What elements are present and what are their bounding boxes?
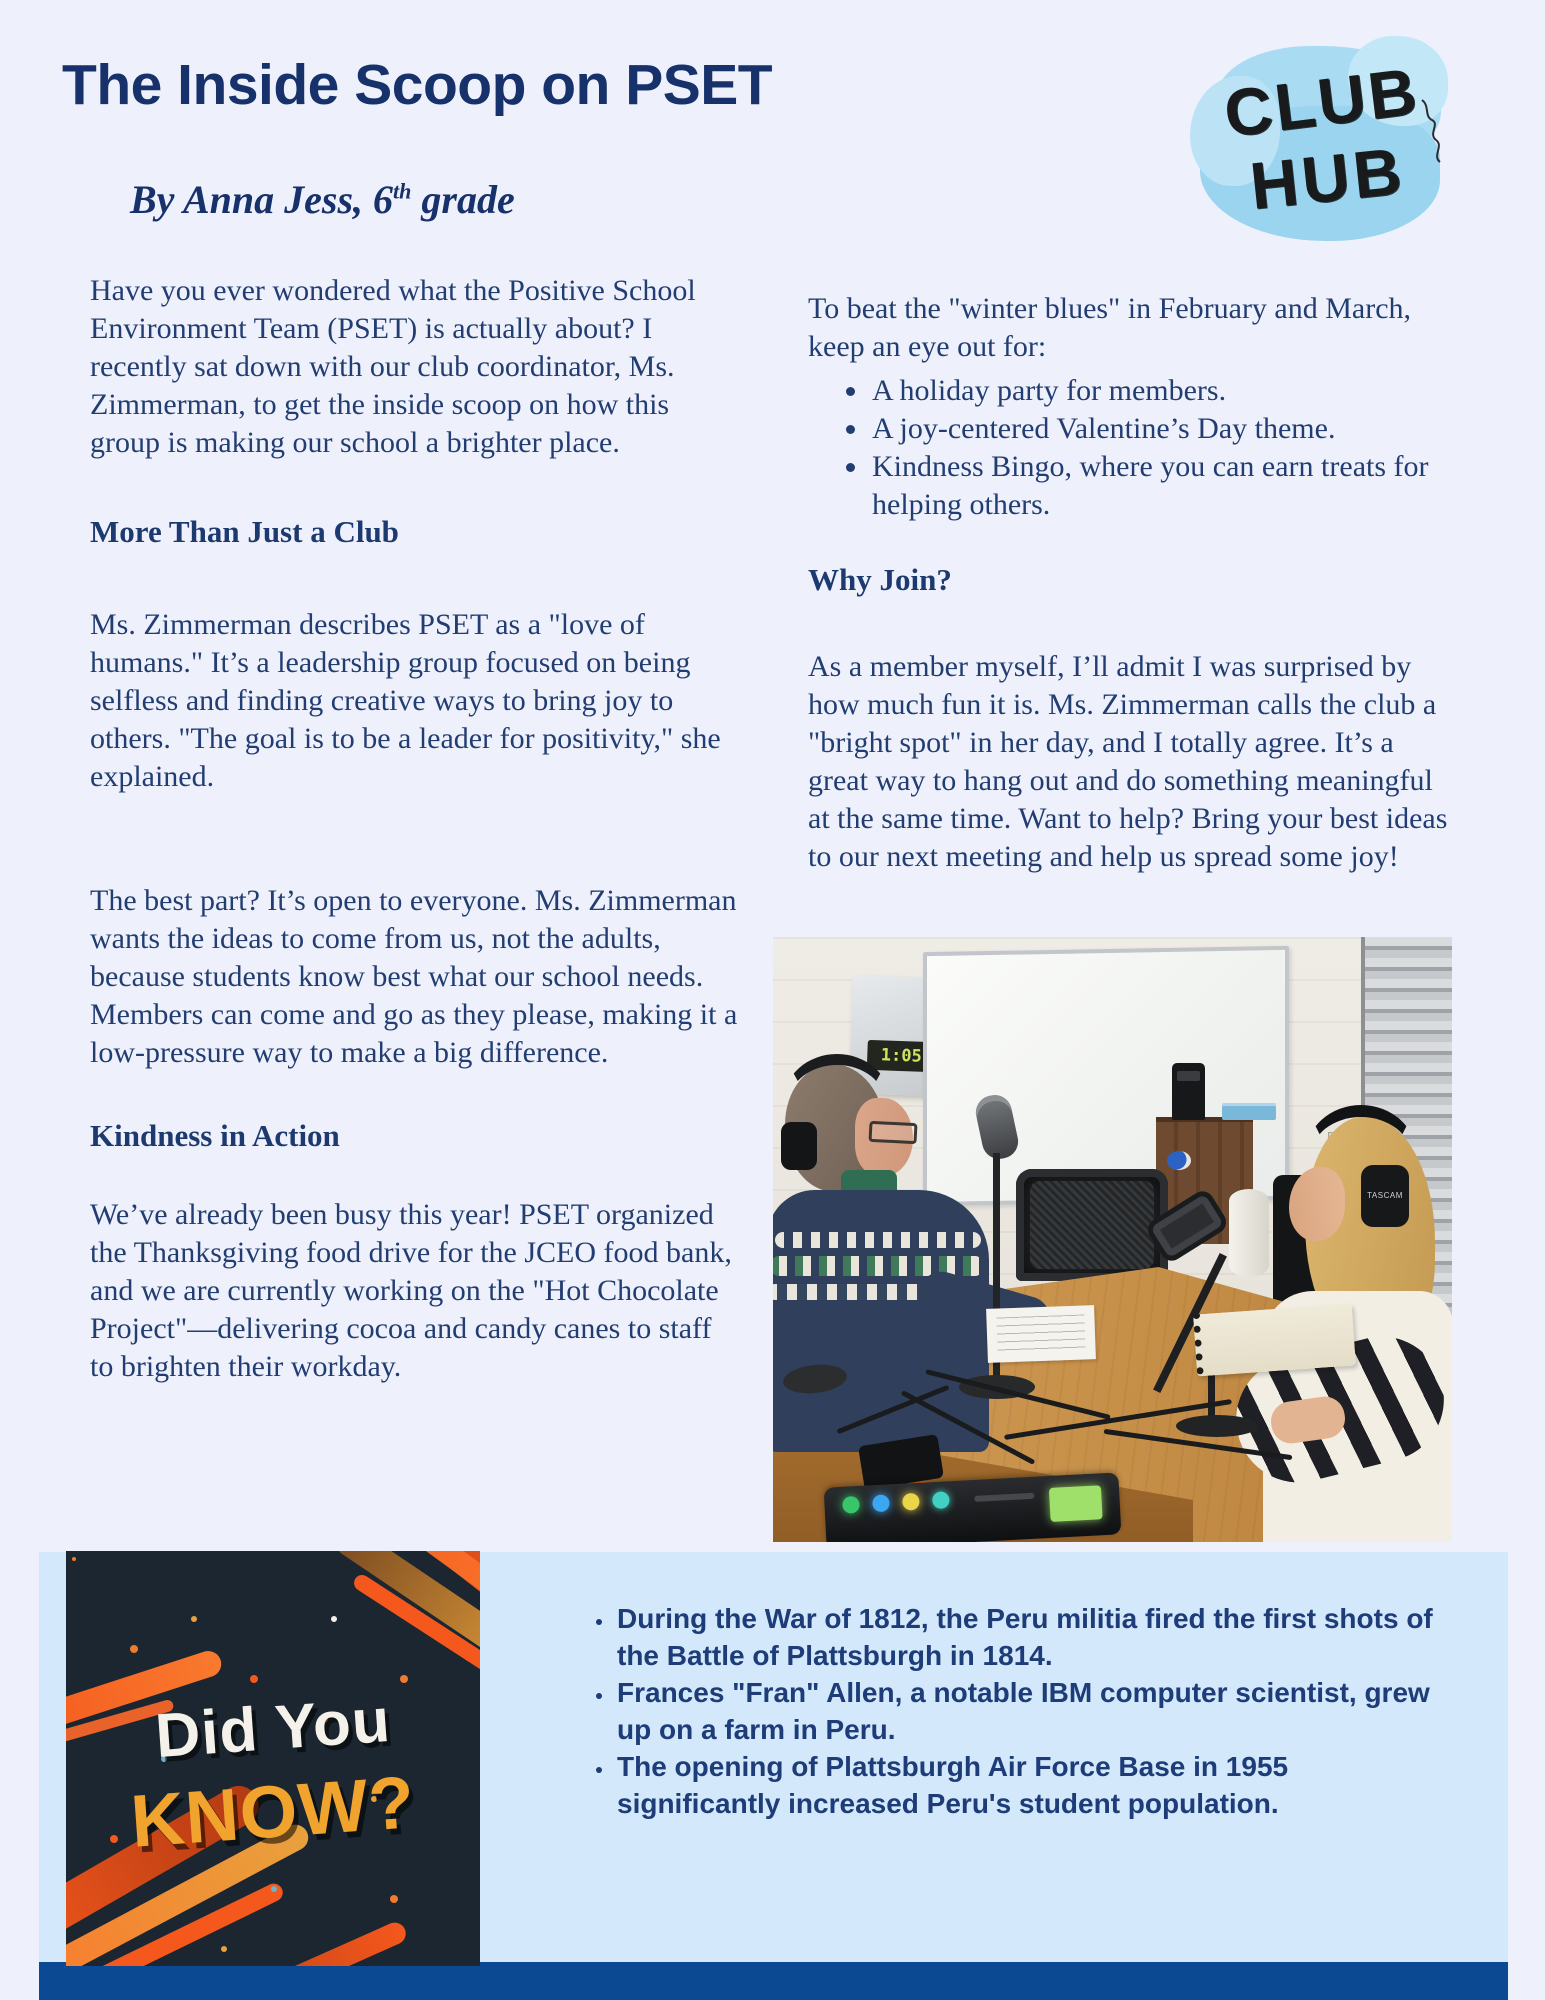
list-item: • Kindness Bingo, where you can earn treats for helping others. — [870, 448, 1460, 524]
speckle-decoration — [72, 1557, 76, 1561]
byline-superscript: th — [393, 178, 412, 204]
mixer-knob — [932, 1491, 950, 1509]
footer-bar — [39, 1962, 1508, 2000]
mascot-sticker — [1167, 1151, 1191, 1170]
microphone-left — [969, 1095, 1089, 1415]
list-item: • A joy-centered Valentine’s Day theme. — [870, 410, 1460, 448]
coffee-maker — [1172, 1063, 1205, 1120]
paper-sheet — [986, 1305, 1096, 1363]
logo-word-club: CLUB — [1220, 53, 1424, 151]
podcast-interview-photo — [773, 937, 1452, 1542]
microphone-base — [1176, 1415, 1258, 1437]
did-you-know-title-line1: Did You — [153, 1685, 393, 1772]
article-left-column — [90, 272, 738, 1386]
glasses — [868, 1121, 917, 1144]
byline — [130, 176, 515, 223]
open-to-everyone-paragraph: The best part? It’s open to everyone. Ms. Zimmerman wants the ideas to come from us, not the adults, because students know best what our school needs. Members can come and go as they please, making it a low-pressure way to make a big difference. — [90, 884, 738, 1069]
microphone-head — [1143, 1187, 1230, 1265]
clock-display: 1:05 — [867, 1040, 936, 1072]
fact-item: • Frances "Fran" Allen, a notable IBM computer scientist, grew up on a farm in Peru. — [615, 1674, 1440, 1748]
logo-word-hub: HUB — [1246, 133, 1409, 223]
mixer-fader — [974, 1493, 1034, 1502]
did-you-know-card — [66, 1551, 480, 1966]
page-title: The Inside Scoop on PSET — [62, 53, 773, 117]
facts-list — [560, 1600, 1440, 1822]
microphone-head — [973, 1092, 1022, 1162]
intro-paragraph: Have you ever wondered what the Positive School Environment Team (PSET) is actually about? I recently sat down with our club coordinator, Ms. Zimmerman, to get the inside scoop on how this group is making our school a brighter place. — [90, 274, 696, 459]
article-right-column — [808, 290, 1460, 876]
headphones-earcup: TASCAM — [1361, 1165, 1409, 1227]
mixer-knob — [842, 1496, 860, 1514]
headphones-earcup — [781, 1122, 817, 1170]
list-item: • A holiday party for members. — [870, 372, 1460, 410]
fact-item: • During the War of 1812, the Peru militia fired the first shots of the Battle of Plattsburgh in 1814. — [615, 1600, 1440, 1674]
mixer-knob — [902, 1493, 920, 1511]
mixer-knob — [872, 1494, 890, 1512]
byline-suffix: grade — [411, 177, 515, 222]
sweater-pattern-band — [775, 1232, 981, 1248]
section-heading-why-join: Why Join? — [808, 562, 952, 597]
winter-events-intro: To beat the "winter blues" in February and March, keep an eye out for: — [808, 292, 1412, 363]
why-join-paragraph: As a member myself, I’ll admit I was surprised by how much fun it is. Ms. Zimmerman calls the club a "bright spot" in her day, and I totally agree. It’s a great way to hang out and do something meaningful at the same time. Want to help? Bring your best ideas to our next meeting and help us spread some joy! — [808, 650, 1448, 873]
fact-item: • The opening of Plattsburgh Air Force Base in 1955 significantly increased Peru's student population. — [615, 1748, 1440, 1822]
busy-year-paragraph: We’ve already been busy this year! PSET organized the Thanksgiving food drive for the JCEO food bank, and we are currently working on the "Hot Chocolate Project"—delivering cocoa and candy canes to staff to brighten their workday. — [90, 1198, 732, 1383]
section-heading-more-than-just-a-club: More Than Just a Club — [90, 514, 399, 549]
logo-signature-icon — [1416, 96, 1450, 166]
mixer-screen — [1049, 1485, 1103, 1522]
did-you-know-facts — [560, 1600, 1440, 1822]
winter-events-list — [808, 372, 1460, 524]
did-you-know-title-line2: KNOW? — [128, 1760, 418, 1863]
section-heading-kindness-in-action: Kindness in Action — [90, 1118, 340, 1153]
spiral-notebook — [1193, 1304, 1356, 1377]
describe-paragraph: Ms. Zimmerman describes PSET as a "love of humans." It’s a leadership group focused on being selfless and finding creative ways to bring joy to others. "The goal is to be a leader for positivity," she explained. — [90, 608, 721, 793]
byline-text: By Anna Jess, 6 — [130, 177, 394, 222]
club-hub-logo — [1198, 36, 1468, 256]
face — [1289, 1167, 1345, 1241]
